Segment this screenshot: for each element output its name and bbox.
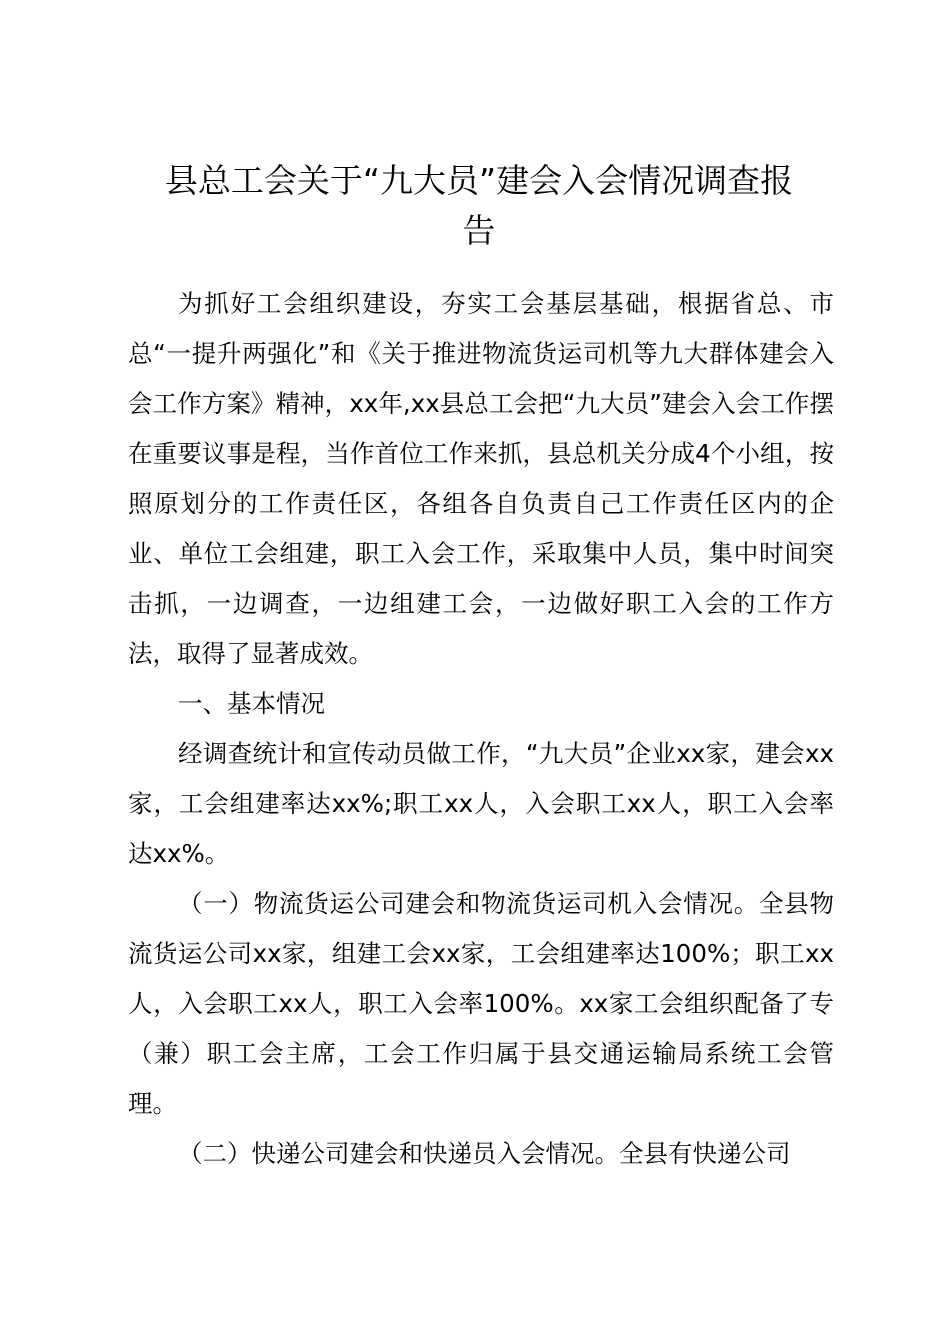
document-body <box>128 279 834 1179</box>
paragraph-intro: 为抓好工会组织建设，夯实工会基层基础，根据省总、市总“一提升两强化”和《关于推进物流货运司机等九大群体建会入会工作方案》精神，xx年,xx县总工会把“九大员”建会入会工作摆在重要议事是程，当作首位工作来抓，县总机关分成4个小组，按照原划分的工作责任区，各组各自负责自己工作责任区内的企业、单位工会组建，职工入会工作，采取集中人员，集中时间突击抓，一边调查，一边组建工会，一边做好职工入会的工作方法，取得了显著成效。 <box>128 289 834 668</box>
paragraph-logistics: （一）物流货运公司建会和物流货运司机入会情况。全县物流货运公司xx家，组建工会xx家，工会组建率达100%；职工xx人，入会职工xx人，职工入会率100%。xx家工会组织配备了专（兼）职工会主席，工会工作归属于县交通运输局系统工会管理。 <box>128 889 834 1118</box>
title-line-2: 告 <box>462 211 496 250</box>
document-title <box>120 156 838 256</box>
paragraph-express: （二）快递公司建会和快递员入会情况。全县有快递公司 <box>178 1139 791 1168</box>
section-heading-basic: 一、基本情况 <box>178 689 325 718</box>
title-line-1: 县总工会关于“九大员”建会入会情况调查报 <box>164 161 794 200</box>
paragraph-summary: 经调查统计和宣传动员做工作，“九大员”企业xx家，建会xx家，工会组建率达xx%;职工xx人，入会职工xx人，职工入会率达xx%。 <box>128 739 834 868</box>
